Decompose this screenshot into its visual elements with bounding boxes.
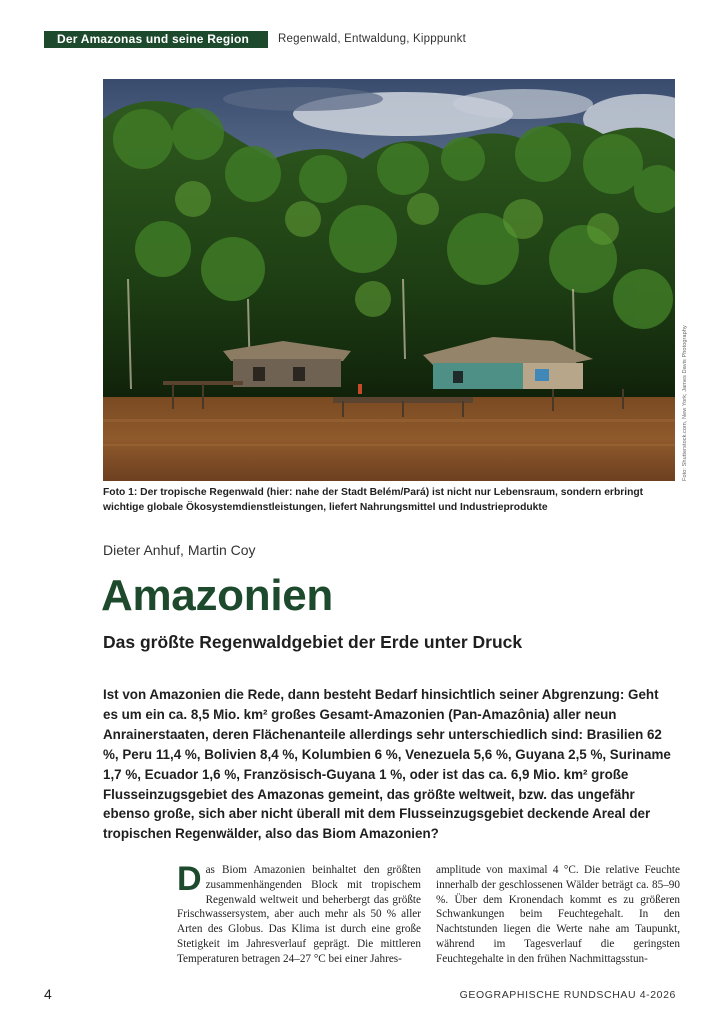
- section-topics: Regenwald, Entwaldung, Kipppunkt: [278, 33, 466, 45]
- photo-caption: Foto 1: Der tropische Regenwald (hier: nahe der Stadt Belém/Pará) ist nicht nur Lebensraum, sondern erbringt wichtige globale Ökosystemdienstleistungen, liefert Nahrungsmittel und Industrieprodukte: [103, 487, 644, 513]
- section-tag: Der Amazonas und seine Region: [44, 31, 268, 48]
- rainforest-photo: [103, 79, 675, 481]
- body-column-1: [177, 860, 421, 967]
- drop-cap: D: [177, 860, 202, 898]
- article-lead: Ist von Amazonien die Rede, dann besteht Bedarf hinsichtlich seiner Abgrenzung: Geht es um ein ca. 8,5 Mio. km² großes Gesamt-Amazonien (Pan-Amazônia) aller neun Anrainerstaaten, deren Flächenanteile allerdings sehr unterschiedlich sind: Brasilien 62 %, Peru 11,4 %, Bolivien 8,4 %, Kolumbien 6 %, Venezuela 5,6 %, Guyana 2,5 %, Suriname 1,7 %, Ecuador 1,6 %, Französisch-Guyana 1 %, oder ist das ca. 6,9 Mio. km² große Flusseinzugsgebiet des Amazonas gemeint, das größte weltweit, bzw. das ungefähr ebenso große, sich aber nicht überall mit dem Flusseinzugsgebiet deckende Areal der tropischen Regenwälder, also das Biom Amazonien?: [103, 687, 671, 842]
- article-authors: Dieter Anhuf, Martin Coy: [103, 542, 256, 558]
- body-text-2: amplitude von maximal 4 °C. Die relative Feuchte innerhalb der geschlossenen Wälder beträgt ca. 85–90 %. Über dem Kronendach kommt es zu größeren Schwankungen beim Feuchtegehalt. In den Nachtstunden liegen die Werte nahe am Taupunkt, während im Tagesverlauf die geringsten Feuchtegehalte in den frühen Nachmittagsstun-: [436, 864, 680, 965]
- article-title: Amazonien: [101, 571, 333, 620]
- body-text-1: as Biom Amazonien beinhaltet den größten zusammenhängenden Block mit tropischem Regenwald weltweit und beherbergt das größte Frischwassersystem, aber auch mehr als 50 % aller Arten des Globus. Das Klima ist durch eine große Stetigkeit im Jahresverlauf geprägt. Die mittleren Temperaturen betragen 24–27 °C bei einer Jahres-: [177, 864, 421, 965]
- article-subtitle: Das größte Regenwaldgebiet der Erde unter Druck: [103, 632, 523, 652]
- journal-name: GEOGRAPHISCHE RUNDSCHAU 4-2026: [459, 989, 676, 1001]
- page-number: 4: [44, 986, 52, 1002]
- body-column-2: [436, 863, 680, 967]
